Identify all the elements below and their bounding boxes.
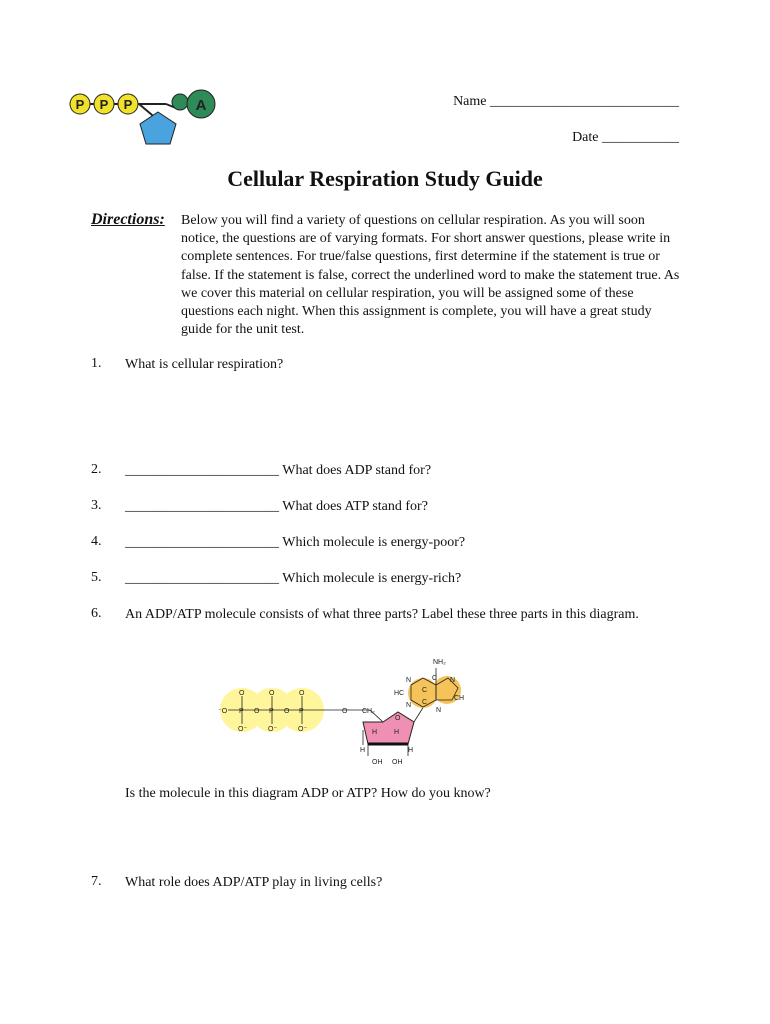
phosphate-o-top-2: O [269,690,275,697]
sugar-h-3: H [360,747,366,754]
question-text: ______________________ What does ADP stand for? [125,463,432,478]
phosphate-o-top-1: O [239,690,245,697]
date-field: Date ___________ [572,130,679,145]
question-text: Is the molecule in this diagram ADP or ATP? How do you know? [125,786,491,801]
adenine-c-2: C [422,687,428,694]
question-text: ______________________ What does ATP stand for? [125,499,428,514]
sugar-oh-2: OH [392,759,403,766]
phosphate-o-bottom-2: O⁻ [268,726,278,733]
adenine-c-1: C [432,675,438,682]
ribose-pentagon [140,112,176,144]
phosphate-p-3: P [299,708,304,715]
sugar-h-4: H [408,747,414,754]
question-number: 3. [91,498,102,513]
adenine-c-3: C [422,699,428,706]
question-number: 1. [91,356,102,371]
phosphate-letter-3: P [123,97,133,112]
sugar-h-1: H [372,729,378,736]
atp-logo [66,88,226,150]
question-number: 2. [91,462,102,477]
base-small-circle [172,94,188,110]
question-number: 5. [91,570,102,585]
phosphate-letter-1: P [75,97,85,112]
question-text: ______________________ Which molecule is energy-rich? [125,571,462,586]
question-text: What is cellular respiration? [125,357,284,372]
adenine-n-4: N [436,707,442,714]
name-field: Name ___________________________ [453,94,679,109]
adenine-letter: A [195,97,207,114]
ch2-label: CH₂ [362,708,375,715]
phosphate-p-2: P [269,708,274,715]
phosphate-o-top-3: O [299,690,305,697]
adenine-hc: HC [394,690,405,697]
question-number: 6. [91,606,102,621]
question-number: 4. [91,534,102,549]
adenine-n-1: N [406,677,412,684]
sugar-h-2: H [394,729,400,736]
question-text: An ADP/ATP molecule consists of what three parts? Label these three parts in this diagram. [125,607,639,622]
phosphate-o-bottom-3: O⁻ [298,726,308,733]
question-text: What role does ADP/ATP play in living cells? [125,875,383,890]
sugar-o: O [395,715,401,722]
question-text: ______________________ Which molecule is energy-poor? [125,535,466,550]
directions-label: Directions: [91,211,165,228]
bridge-o-2: O [284,708,290,715]
phosphate-o-bottom-1: O⁻ [238,726,248,733]
adenine-n-2: N [406,702,412,709]
phosphate-o-end: ⁻O [218,708,228,715]
page-title: Cellular Respiration Study Guide [227,166,543,191]
atp-structure-diagram [218,650,480,772]
ribose-ring [363,712,414,744]
adenine-n-3: N [450,677,456,684]
sugar-oh-1: OH [372,759,383,766]
adenine-ch: CH [454,695,465,702]
adenine-nh2: NH₂ [433,659,446,666]
bridge-o-3: O [342,708,348,715]
phosphate-p-1: P [239,708,244,715]
question-number: 7. [91,874,102,889]
bridge-o-1: O [254,708,260,715]
directions-text: Below you will find a variety of questions on cellular respiration. As you will soon notice, the questions are of varying formats. For short answer questions, please write in complete sentences. For true/false questions, first determine if the statement is true or false. If the statement is false, correct the underlined word to make the statement true. As we cover this material on cellular respiration, you will be assigned some of these questions each night. When this assignment is complete, you will have a great study guide for the unit test. [181,213,680,338]
phosphate-letter-2: P [99,97,109,112]
